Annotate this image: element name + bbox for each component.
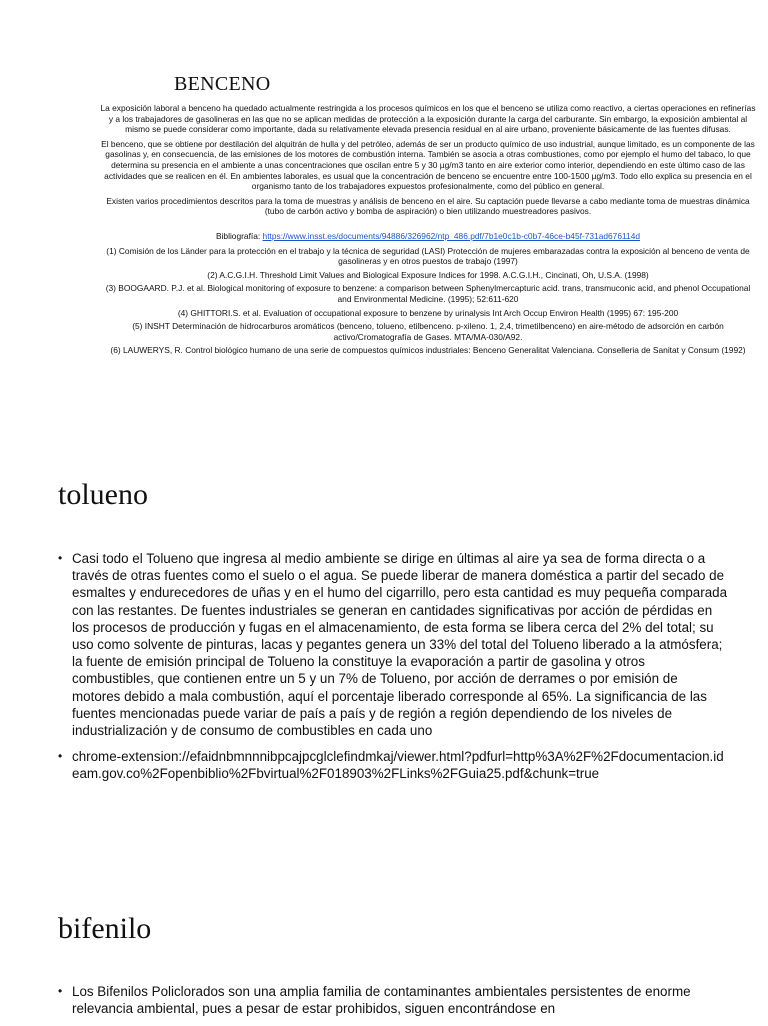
bibliography-link[interactable]: https://www.insst.es/documents/94886/326962/ntp_486.pdf/7b1e0c1b-c0b7-46ce-b45f-731ad676114d <box>262 230 641 241</box>
slide-bifenilo <box>0 870 768 1024</box>
reference-item: (2) A.C.G.I.H. Threshold Limit Values and Biological Exposure Indices for 1998. A.C.G.I.H., Cincinati, Oh, U.S.A. (1998) <box>207 269 649 280</box>
benceno-paragraph: Existen varios procedimientos descritos para la toma de muestras y análisis de benceno en el aire. Su captación puede llevarse a cabo mediante toma de muestras dinámica (tubo de carbón activo y bomba de aspiración) o bien utilizando muestreadores pasivos. <box>106 195 750 217</box>
slide-tolueno <box>0 440 768 870</box>
reference-item: (4) GHITTORI.S. et al. Evaluation of occupational exposure to benzene by urinalysis Int Arch Occup Environ Health (1995) 67: 195-200 <box>177 307 679 318</box>
reference-item: (6) LAUWERYS, R. Control biológico humano de una serie de compuestos químicos industriales: Benceno Generalitat Valenciana. Conselleria de Sanitat y Consum (1992) <box>110 345 746 356</box>
benceno-body <box>100 103 756 359</box>
slide-benceno <box>0 0 768 440</box>
benceno-paragraph: La exposición laboral a benceno ha quedado actualmente restringida a los procesos químicos en los que el benceno se utiliza como reactivo, a ciertas operaciones en refinerías y a los trabajadores de gasolineras en las que no se aplican medidas de protección a la exposición durante la carga del carburante. Sin embargo, la exposición ambiental al mismo se puede considerar como importante, dada su relativamente elevada presencia residual en al aire urbano, proveniente básicamente de las fuentes difusas. <box>100 103 756 135</box>
bullet-icon: • <box>58 551 63 565</box>
bullet-icon: • <box>58 749 63 764</box>
reference-item: (5) INSHT Determinación de hidrocarburos aromáticos (benceno, tolueno, etilbenceno. p-xileno. 1, 2,4, trimetilbenceno) en aire-método de adsorción en carbón activo/Cromatografía de Gases. MTA/MA-030/A92. <box>132 321 724 342</box>
bullet-text: Los Bifenilos Policlorados son una amplia familia de contaminantes ambientales persistentes de enorme relevancia ambiental, pues a pesar de estar prohibidos, siguen encontrándose en <box>72 984 691 1017</box>
bullet-text: chrome-extension://efaidnbmnnnibpcajpcglclefindmkaj/viewer.html?pdfurl=http%3A%2F%2Fdocumentacion.ideam.gov.co%2Fopenbiblio%2Fbvirtual%2F018903%2FLinks%2FGuia25.pdf&chunk=true <box>72 749 724 782</box>
bullet-text: Casi todo el Tolueno que ingresa al medio ambiente se dirige en últimas al aire ya sea de forma directa o a través de otras fuentes como el suelo o el agua. Se puede liberar de manera doméstica a partir del secado de esmaltes y endurecedores de uñas y en el humo del cigarrillo, pero esta cantidad es muy pequeña comparada con las restantes. De fuentes industriales se generan en cantidades significativas por acción de pérdidas en los procesos de producción y fugas en el almacenamiento, de esta forma se libera cerca del 2% del total; su uso como solvente de pinturas, lacas y pegantes genera un 33% del total del Tolueno liberado a la atmósfera; la fuente de emisión principal de Tolueno la constituye la evaporación a partir de gasolina y otros combustibles, que contienen entre un 5 y un 7% de Tolueno, por acción de derrames o por emisión de motores debido a mala combustión, aquí el porcentaje liberado corresponde al 65%. La significancia de las fuentes mencionadas puede variar de país a país y de región a región dependiendo de los niveles de industrialización y de consumo de combustibles en cada uno <box>72 551 728 739</box>
list-item <box>58 748 728 782</box>
benceno-paragraph: El benceno, que se obtiene por destilación del alquitrán de hulla y del petróleo, además de ser un producto químico de uso industrial, aunque limitado, es un componente de las gasolinas y, en consecuencia, de las emisiones de los motores de combustión interna. También se asocia a otras combustiones, como por ejemplo el humo del tabaco, lo que determina su presencia en el ambiente a unas concentraciones que oscilan entre 5 y 30 µg/m3 tanto en aire exterior como interior, dependiendo en este último caso de las actividades que se realicen en él. En ambientes laborales, es usual que la concentración de benceno se encuentre entre 100-1500 µg/m3. Todo ello explica su presencia en el organismo tanto de los trabajadores expuestos profesionalmente, como del público en general. <box>101 138 755 192</box>
reference-item: (1) Comisión de los Länder para la protección en el trabajo y la técnica de seguridad (LASI) Protección de mujeres embarazadas contra la exposición al benceno de venta de gasolineras y en otros puestos de trabajo (1997) <box>106 245 750 267</box>
tolueno-bullet-list <box>58 550 728 792</box>
spacer <box>100 221 756 231</box>
bibliography <box>100 231 756 242</box>
reference-item: (3) BOOGAARD. P.J. et al. Biological monitoring of exposure to benzene: a comparison between Sphenylmercapturic acid. trans, transmuconic acid, and phenol Occupational and Environmental Medicine. (1995); 52:611-620 <box>105 283 751 304</box>
list-item <box>58 550 728 739</box>
bifenilo-bullet-list <box>58 983 728 1026</box>
bullet-icon: • <box>58 984 63 998</box>
bibliography-label: Bibliografía: <box>215 230 263 241</box>
tolueno-title: tolueno <box>58 478 148 511</box>
benceno-title: BENCENO <box>174 73 271 95</box>
list-item <box>58 983 728 1017</box>
bifenilo-title: bifenilo <box>58 912 152 945</box>
